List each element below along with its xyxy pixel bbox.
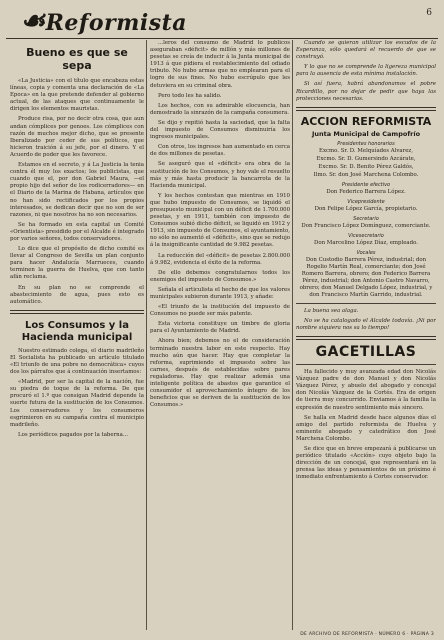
member-name: Excmo. Sr. D. Benito Pérez Galdós, [318,163,414,170]
member-name: Don Federico Barrera López. [326,188,406,195]
paragraph: En su plan no se comprende el abastecimiento de agua, pues esto es automático. [10,284,144,305]
article-heading: Los Consumos y la Hacienda municipal [21,319,133,343]
divider [10,310,144,314]
paragraph: Pero todo les ha salido. [158,92,222,99]
role-title: Vicepresidente [347,198,385,205]
committee-list [296,141,436,299]
paragraph: La buena sea alaga. [304,307,359,314]
paragraph: Señala el articulista el hecho de que los valores municipales subieron durante 1913, y añade: [150,286,290,300]
paragraph: Se ha formado en esta capital un Comité «Orientista» presidido por el Alcalde é integrado por varios señores, todos conservadores. [10,221,144,242]
article-body [10,78,144,306]
paragraph: Se dijo y repitió hasta la saciedad, que la falta del impuesto de Consumos disminuiría los ingresos municipales. [150,119,290,141]
paragraph: Con otros, los ingresos han aumentado en cerca de dos millones de pesetas. [150,144,290,158]
section-subheading: Junta Municipal de Campofrío [311,129,421,138]
column-3 [296,40,436,630]
paragraph: Nuestro estimado colega, el diario madrileño El Socialista ha publicado un artículo titulado «El triunfo de una pobre no democrática» cuyos dos los párrafos que á continuación insertamos: [10,347,144,376]
role-title: Vicesecretario [348,232,384,239]
column-divider [146,40,147,630]
paragraph: Ahora bien; debemos no el de consideración terminado nuestra labor en este respecto. Hay mucho aún que hacer. Hay que completar la reforma, suprimiendo el impuesto sobre las carnes, después de establecidas sobre pares regaladoras. Hay que realizar además una inteligente política de abastos que garantice el consumidor el aprovechamiento íntegro de los beneficios que se deriven de la sustitución de los Consumos.» [150,338,290,409]
member-name: Don Custodio Barrera Pérez, industrial; don Rogelio Martín Real, comerciante; don José Romero Barrera, obrero; don Federico Barrera Pérez, industrial; don Antonio Castro Navarro, obrero; don Manuel Delgado López, industrial, y don Francisco Martín Garrido, industrial. [299,256,433,298]
member-name: Excmo. Sr. D. Gumersindo Azcárate, [316,155,416,162]
article-body [150,40,290,409]
paragraph: Y lo que no se comprende la ligereza municipal para la ausencia de esta mínima instalación. [296,64,436,78]
divider [296,107,436,111]
paragraph: Si así fuera, habrá abandonamos el pobre Ricardillo, por no dejar de pedir que haya las protecciones necesarias. [296,81,436,102]
member-name: Ilmo. Sr. don José Marchena Colombo. [313,171,419,178]
member-name: Don Felipe López García, propietario. [314,205,418,212]
italic-notes [296,40,436,103]
article-heading: Bueno es que se sepa [26,46,128,72]
paragraph: Esta victoria constituye un timbre de gloria para el Ayuntamiento de Madrid. [150,321,290,335]
role-title: Presidentes honorarios [337,140,395,147]
paragraph: ...leros del consumo de Madrid lo publicos aseguraban «déficit» de millón y más millones de pesetas se creía de inducir á la Junta municipal de 1913 á que pidiera el restablecimiento del odiado tributo. No hubo armas que no emplearan para el logro de sus fines. No hubo escrúpulo que les detuviera en su criminal obra. [150,40,290,89]
paragraph: Estamos en el secreto, y á La Justicia la tenia contra él muy los exactos; los publicistas, que cuando que el, por don Gabriel Maura, —el propio hijo del señor de los rodicerradores— en el Diario de la Marina de Habana, artículos que no han sido rectificados por los propios interesados, se dedican decir que no son de ser razones, ni que nosotros ha no son necesarios. [10,162,144,218]
paragraph: No se ha catalogado el Alcalde todavía. ¡Ni por nombre siquiera nos sa lo tiempo! [296,317,436,331]
paragraph: Se halla en Madrid desde hace algunos días el amigo del partido reformista de Huelva y eminente abogado y catedrático don José Marchena Colombo. [296,414,436,442]
page-number: 6 [426,8,432,18]
member-name: Excmo. Sr. D. Melquíades Alvarez, [319,147,413,154]
page-footer: DE ARCHIVO DE REFORMISTA · NÚMERO 6 · PÁGINA 3 [300,632,434,637]
column-1 [10,40,144,630]
italic-notes [296,308,436,332]
divider [296,336,436,340]
paragraph: «Madrid, por ser la capital de la nación, fue su piedra de toque de la reforma. De que procuró el 1.º que consigan Madrid depende la suerte futura de la sustitución de los Consumos. Los conservadores y los consumeros esgrimieron en su campaña contra el municipio madrileño. [10,379,144,428]
divider [296,364,436,365]
newspaper-logo: ☙Reformista [20,4,188,37]
role-title: Secretario [353,215,379,222]
article-body [296,369,436,481]
paragraph: La reducción del «déficit» de pesetas 2.800.000 á 9.982, evidencia el éxito de la reforma. [150,252,290,266]
article-body [10,348,144,439]
paragraph: Ha fallecido y muy avanzada edad don Nicolás Vázquez padre de don Manuel y don Nicolás Vázquez Pérez, y abuelo del abogado y concejal don Nicolás Vázquez de la Cortés. Era de origen de tierra muy concurrido. Enviamos á la familia la expresión de nuestro sentimiento más sincero. [296,369,436,411]
paragraph: Produce risa, por no decir otra cosa, que aun andan cómplices por genoes. Los cómplices con razón de muchos mejor dicho, que se presente Iberalizado por ceder de sus políticos, que hicieron traición á su jefe, por el dinero. Y el Acuerdo de poder que les favorece. [10,116,144,158]
paragraph: «El triunfo de la institución del impuesto de Consumos no puede ser más patente. [150,304,290,318]
paragraph: Se dice que en breve empezará á publicarse un periódico titulado «Acción» cuyo objeto bajo la dirección de un concejal, que representará en la prensa las ideas y pensamientos de un próximo é inmediato enfrentamiento á Cortes conservador. [296,445,436,481]
column-2 [150,40,290,630]
paragraph: Se aseguró que el «déficit» era obra de la sustitución de los Consumos, y hoy vale el resuelto más y más hasta producir la bancarrota de la Hacienda municipal. [150,161,290,189]
member-name: Don Francisco López Domínguez, comerciante. [301,222,431,229]
masthead [6,2,438,39]
member-name: Don Marcelino López Díaz, empleado. [314,239,418,246]
column-divider [292,40,293,630]
paragraph: Los hechos, con su admirable elocuencia, han demostrado la sinrazón de la campaña consumera. [150,102,290,116]
role-title: Vocales [356,249,376,256]
section-heading: ACCION REFORMISTA [300,114,432,128]
role-title: Presidente efectivo [341,181,391,188]
paragraph: Lo dice que el propósito de dicho comité es llevar al Congreso de Sevilla un plan conjunto para hacer Andalucía Marrueces, cuando terminen la guerra de Huelva, que con tanto afán reclama. [10,246,144,281]
paragraph: Cuando se quieran utilizar los escudos de la Esperanza, sólo quedará el recuerdo de que se construyó. [296,40,436,61]
paragraph: «La Justicia» con el título que encabeza estas líneas, copia y comenta una declaración de «La Epoca» en la que pretende defender al gobierno actual, de las ataques que continuamente le dirigen los elementos mauristas. [10,78,144,113]
paragraph: Los periódicos pagados por la taberna... [18,431,128,438]
paragraph: De ello debemos congratularnos todos los enemigos del impuesto de Consumos.» [150,269,290,283]
section-heading: GACETILLAS [315,344,417,361]
divider [296,303,436,304]
paragraph: Y los hechos contestan que mientras en 1910 que hubo impuesto de Consumos, se liquidó el presupuesto municipal con un déficit de 1.700.000 pesetas, y en 1911, también con impuesto de Consumos subió dicho déficit, se liquidó en 1912 y 1913, sin impuesto de Consumos, el ayuntamiento, no sólo no aumentó el «déficit», sino que se redujo á la insignificante cantidad de 9.982 pesetas. [150,192,290,249]
